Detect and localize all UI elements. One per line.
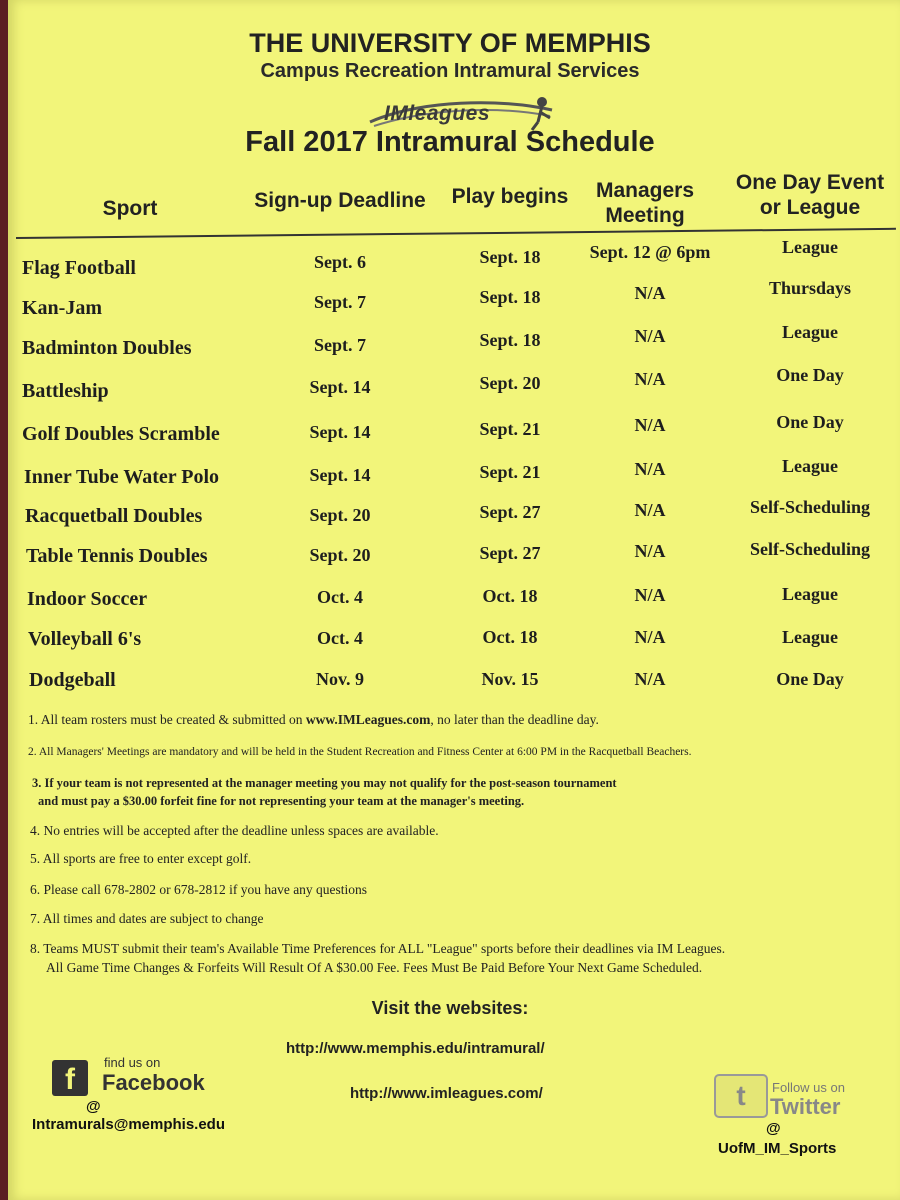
cell-sport: Flag Football <box>22 257 136 279</box>
col-header-begins: Play begins <box>451 185 569 208</box>
facebook-label[interactable]: Facebook <box>102 1070 205 1095</box>
cell-deadline: Sept. 14 <box>309 422 371 442</box>
facebook-find-us-label: find us on <box>104 1055 161 1070</box>
visit-websites-heading: Visit the websites: <box>371 998 529 1018</box>
cell-sport: Kan-Jam <box>22 297 102 319</box>
cell-begins: Sept. 20 <box>479 373 541 393</box>
note-3-line2: and must pay a $30.00 forfeit fine for not representing your team at the manager's meeting. <box>38 794 525 808</box>
cell-meeting: N/A <box>634 283 666 303</box>
note-2: 2. All Managers' Meetings are mandatory and will be held in the Student Recreation and Fitness Center at 6:00 PM in the Racquetball Beachers. <box>28 746 692 758</box>
note-1-text-end: , no later than the deadline day. <box>430 712 599 727</box>
cell-type: League <box>782 627 838 647</box>
cell-sport: Dodgeball <box>29 669 116 691</box>
cell-meeting: N/A <box>634 669 666 689</box>
twitter-at-sign: @ <box>766 1120 781 1137</box>
cell-type: One Day <box>776 365 844 385</box>
cell-type: One Day <box>776 669 844 689</box>
cell-sport: Table Tennis Doubles <box>26 545 208 567</box>
note-8-line1: 8. Teams MUST submit their team's Available Time Preferences for ALL "League" sports before their deadlines via IM Leagues. <box>30 941 726 956</box>
cell-begins: Sept. 27 <box>479 502 541 522</box>
facebook-at-sign: @ <box>86 1098 101 1115</box>
cell-type: Self-Scheduling <box>749 497 871 517</box>
cell-sport: Indoor Soccer <box>27 588 148 610</box>
cell-deadline: Sept. 6 <box>313 252 366 272</box>
cell-deadline: Sept. 7 <box>313 292 366 312</box>
cell-deadline: Oct. 4 <box>317 587 363 607</box>
cell-begins: Oct. 18 <box>482 627 538 647</box>
logo-text: IMleagues <box>384 102 491 125</box>
cell-sport: Racquetball Doubles <box>25 505 203 527</box>
cell-meeting: N/A <box>634 627 666 647</box>
cell-meeting: Sept. 12 @ 6pm <box>589 242 711 262</box>
note-1-link[interactable]: www.IMLeagues.com <box>305 712 431 727</box>
cell-meeting: N/A <box>634 326 666 346</box>
cell-sport: Badminton Doubles <box>22 337 192 359</box>
twitter-label[interactable]: Twitter <box>770 1094 841 1119</box>
cell-meeting: N/A <box>634 415 666 435</box>
cell-type: League <box>782 584 838 604</box>
cell-type: League <box>782 456 838 476</box>
col-header-type <box>715 170 900 220</box>
department-subtitle: Campus Recreation Intramural Services <box>260 60 640 82</box>
cell-deadline: Sept. 14 <box>309 465 371 485</box>
cell-deadline: Sept. 20 <box>309 505 371 525</box>
twitter-icon <box>714 1074 768 1118</box>
cell-begins: Sept. 27 <box>479 543 541 563</box>
cell-deadline: Sept. 7 <box>313 335 366 355</box>
cell-meeting: N/A <box>634 585 666 605</box>
link-memphis-intramural[interactable]: http://www.memphis.edu/intramural/ <box>286 1040 545 1057</box>
cell-meeting: N/A <box>634 459 666 479</box>
note-7: 7. All times and dates are subject to change <box>30 911 264 926</box>
cell-type: One Day <box>776 412 844 432</box>
cell-begins: Sept. 18 <box>479 287 541 307</box>
cell-type: Self-Scheduling <box>749 539 871 559</box>
cell-deadline: Sept. 20 <box>309 545 371 565</box>
col-header-sport: Sport <box>102 197 158 220</box>
twitter-handle[interactable]: UofM_IM_Sports <box>718 1140 837 1157</box>
cell-sport: Inner Tube Water Polo <box>24 466 220 488</box>
col-header-meeting-line1: Managers <box>595 179 695 202</box>
cell-begins: Sept. 21 <box>479 462 541 482</box>
twitter-glyph: t <box>736 1080 746 1111</box>
cell-type: League <box>782 237 838 257</box>
cell-deadline: Nov. 9 <box>315 669 364 689</box>
cell-begins: Nov. 15 <box>481 669 539 689</box>
cell-type: League <box>782 322 838 342</box>
cell-sport: Battleship <box>22 380 109 402</box>
cell-begins: Sept. 18 <box>479 330 541 350</box>
note-3-line1: 3. If your team is not represented at the manager meeting you may not qualify for the post-season tournament <box>32 776 617 790</box>
note-1-text-start: 1. All team rosters must be created & submitted on <box>28 712 306 727</box>
cell-meeting: N/A <box>634 500 666 520</box>
col-header-type-line1: One Day Event <box>735 171 885 194</box>
cell-begins: Sept. 21 <box>479 419 541 439</box>
cell-sport: Golf Doubles Scramble <box>22 423 220 445</box>
twitter-follow-label: Follow us on <box>772 1080 845 1095</box>
cell-meeting: N/A <box>634 541 666 561</box>
note-1 <box>28 712 599 728</box>
cell-begins: Oct. 18 <box>482 586 538 606</box>
schedule-title: Fall 2017 Intramural Schedule <box>245 126 655 158</box>
university-title: THE UNIVERSITY OF MEMPHIS <box>249 28 651 58</box>
cell-deadline: Sept. 14 <box>309 377 371 397</box>
note-8-line2: All Game Time Changes & Forfeits Will Result Of A $30.00 Fee. Fees Must Be Paid Before Your Next Game Scheduled. <box>46 960 703 975</box>
note-6: 6. Please call 678-2802 or 678-2812 if you have any questions <box>30 882 368 897</box>
cell-meeting: N/A <box>634 369 666 389</box>
link-imleagues[interactable]: http://www.imleagues.com/ <box>350 1085 543 1102</box>
col-header-deadline: Sign-up Deadline <box>254 189 426 212</box>
col-header-meeting-line2: Meeting <box>605 204 685 227</box>
cell-deadline: Oct. 4 <box>317 628 363 648</box>
cell-begins: Sept. 18 <box>479 247 541 267</box>
contact-email[interactable]: Intramurals@memphis.edu <box>32 1116 226 1133</box>
col-header-meeting <box>575 178 715 228</box>
facebook-icon: f <box>52 1060 88 1096</box>
note-4: 4. No entries will be accepted after the deadline unless spaces are available. <box>30 823 439 838</box>
col-header-type-line2: or League <box>759 196 861 219</box>
cell-sport: Volleyball 6's <box>28 628 142 650</box>
note-5: 5. All sports are free to enter except golf. <box>30 851 252 866</box>
cell-type: Thursdays <box>768 278 852 298</box>
